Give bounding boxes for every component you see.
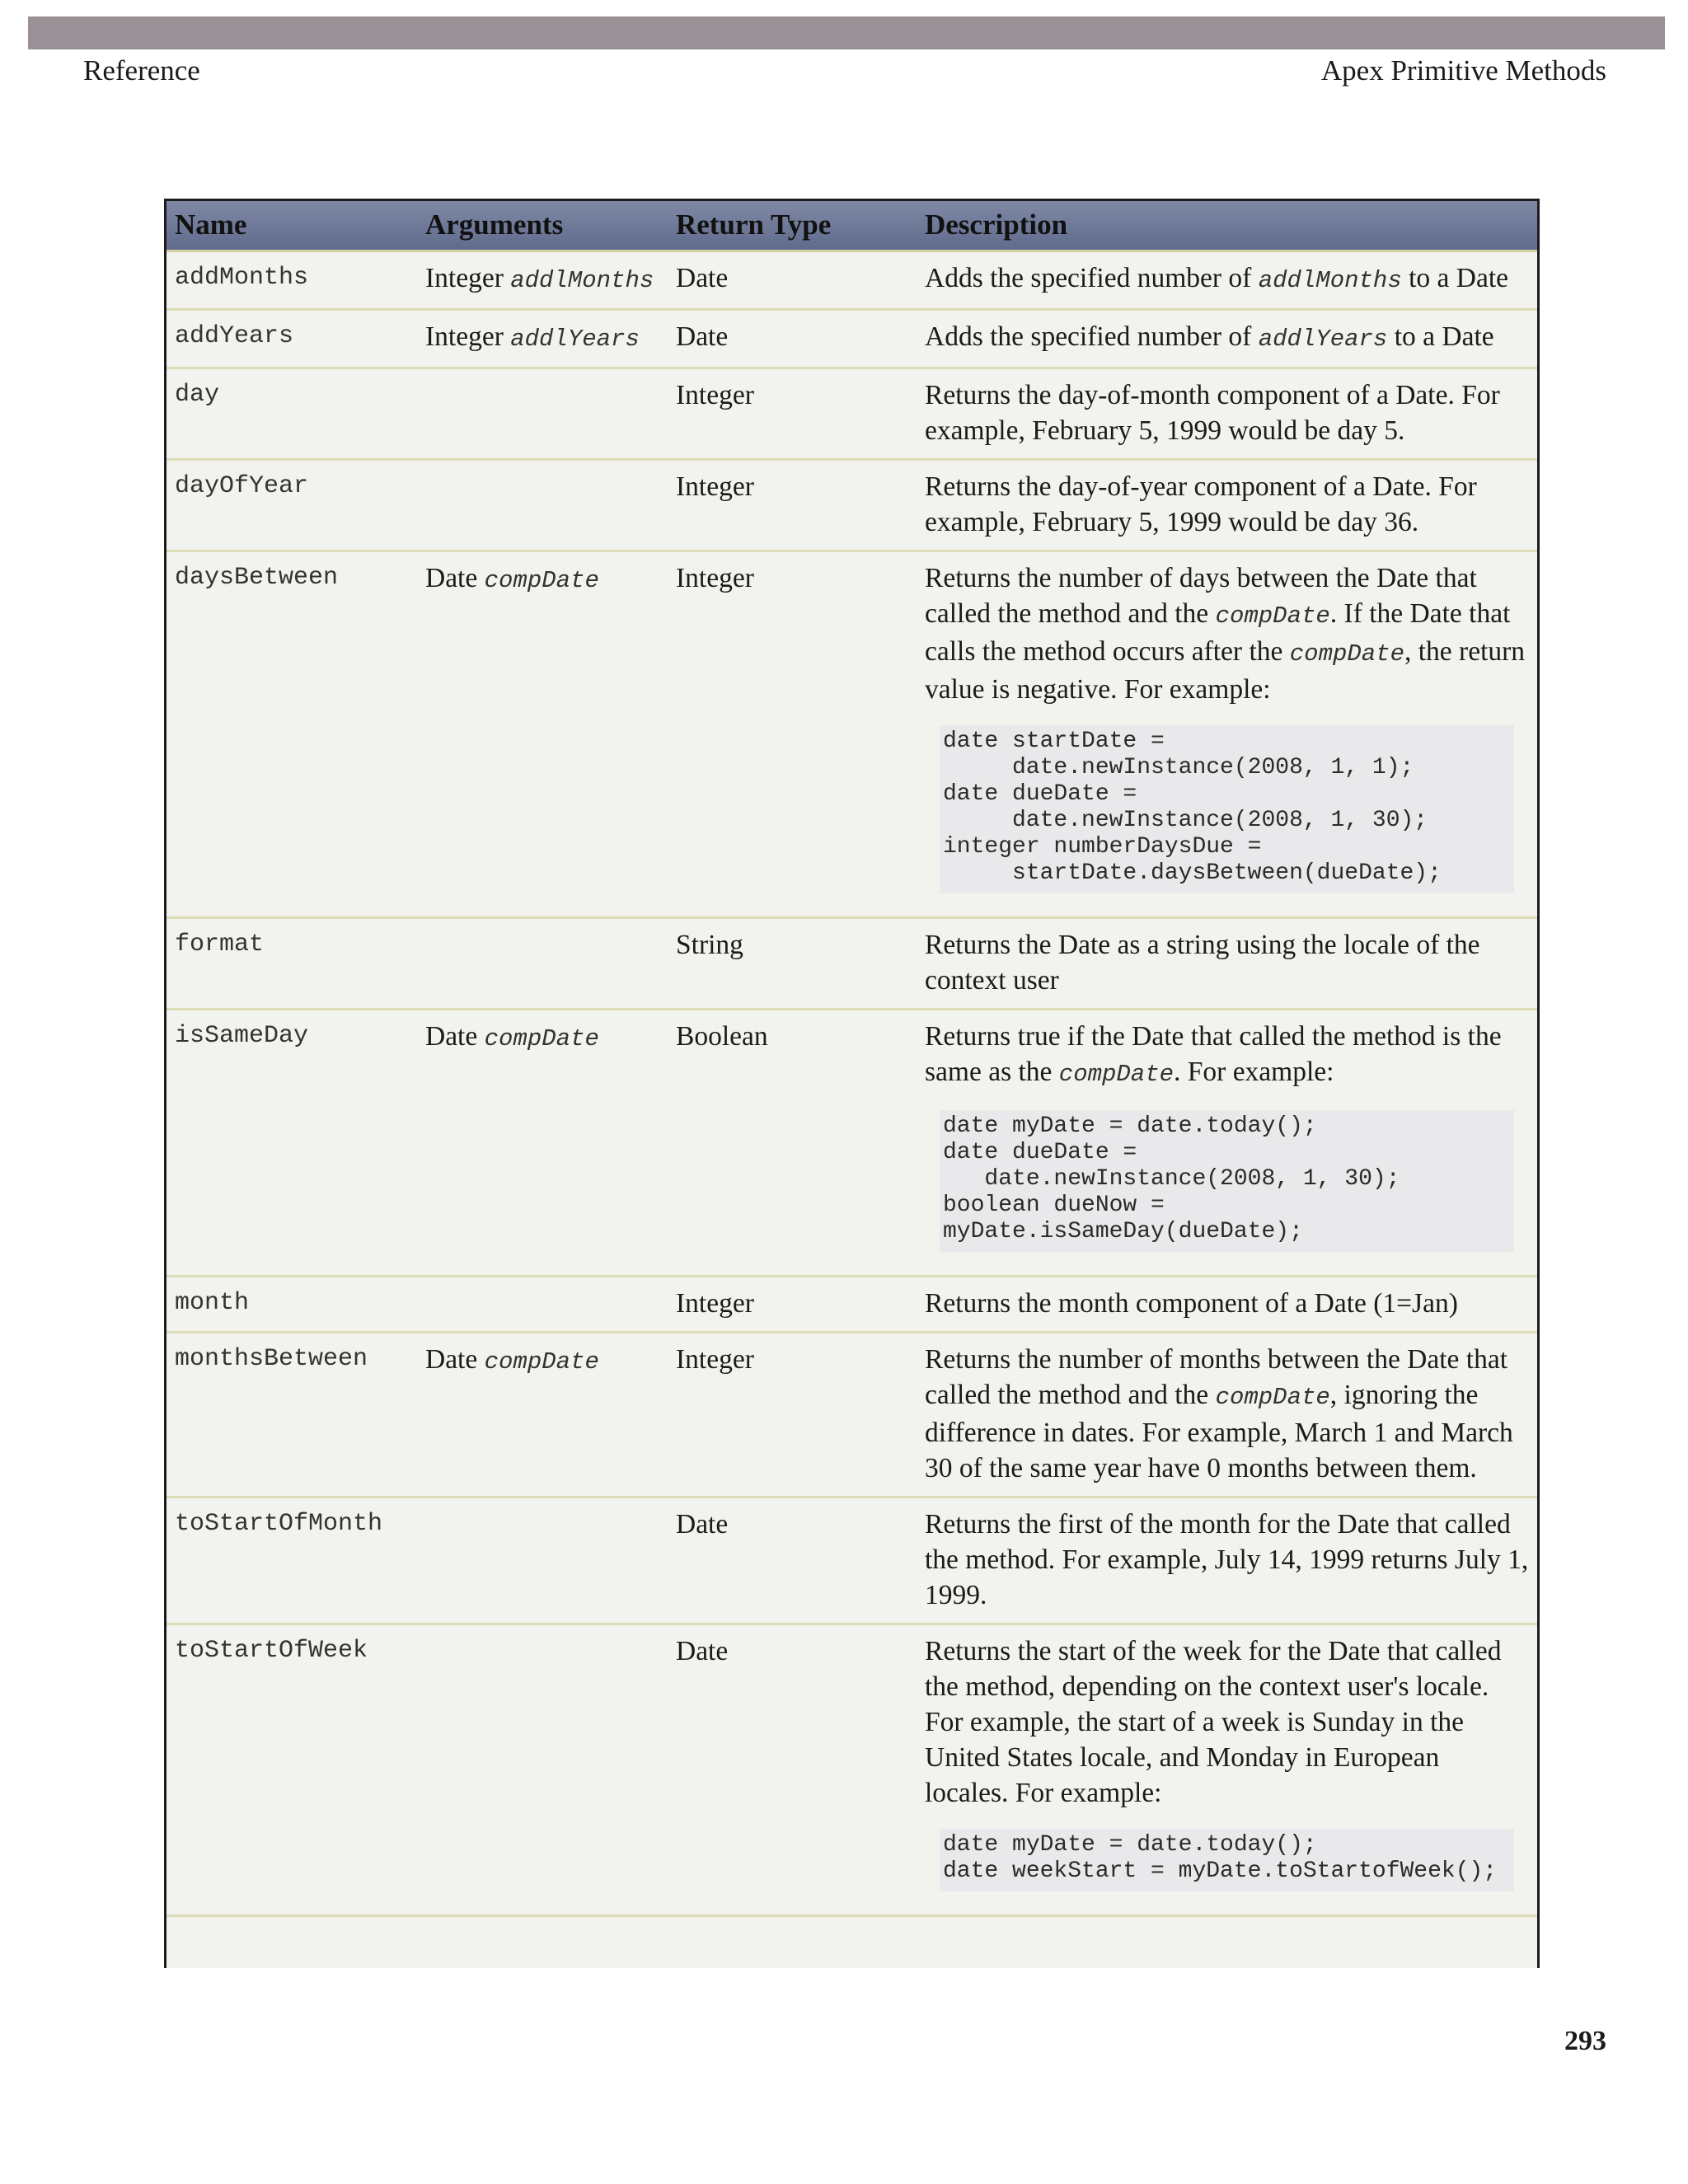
description-fragment: Returns the day-of-year component of a Date. For example, February 5, 1999 would be day 36. [925,471,1477,537]
return-type: Integer [668,1276,917,1332]
method-description [917,251,1537,309]
method-arguments [417,1009,668,1276]
return-type: Date [668,1497,917,1624]
running-header-right: Apex Primitive Methods [1320,54,1606,87]
description-text [925,560,1529,707]
description-fragment: to a Date [1387,321,1494,352]
page-number: 293 [1564,2026,1606,2056]
return-type: Integer [668,459,917,551]
table-row [166,917,1537,1009]
description-fragment: Returns the number of days between the Date that called the method and the [925,562,1477,629]
method-description [917,917,1537,1009]
argument-type: Integer [425,262,504,293]
method-name: format [166,917,417,1009]
return-type: Integer [668,1332,917,1497]
method-description [917,1332,1537,1497]
argument-type: Date [425,1343,478,1375]
method-arguments [417,368,668,459]
return-type: Date [668,251,917,309]
description-text [925,1633,1529,1811]
description-text [925,377,1529,448]
inline-code: compDate [1058,1060,1175,1088]
argument-name: compDate [484,1024,599,1052]
return-type: Date [668,309,917,368]
inline-code: compDate [1289,640,1404,668]
method-arguments [417,551,668,917]
table-row [166,309,1537,368]
table-row [166,1497,1537,1624]
return-type: Boolean [668,1009,917,1276]
method-description [917,551,1537,917]
description-text [925,469,1529,540]
method-description [917,1497,1537,1624]
header-name: Name [166,201,417,251]
inline-code: addlYears [1258,325,1388,353]
method-arguments [417,459,668,551]
description-fragment: , the return value is negative. For example: [925,635,1526,705]
running-header-left: Reference [83,54,200,87]
description-text [925,1342,1529,1486]
description-text [925,1019,1529,1092]
table-row [166,1276,1537,1332]
table-row [166,251,1537,309]
method-name: daysBetween [166,551,417,917]
inline-code: compDate [1215,1383,1330,1411]
return-type: String [668,917,917,1009]
description-fragment: . If the Date that calls the method occurs after the [925,598,1511,667]
description-text [925,1507,1529,1613]
description-text [925,1286,1529,1321]
header-bar [28,16,1665,49]
table-row [166,1009,1537,1276]
table-row [166,459,1537,551]
method-name: toStartOfWeek [166,1624,417,1915]
inline-code: compDate [1215,602,1330,630]
method-name: monthsBetween [166,1332,417,1497]
header-return-type: Return Type [668,201,917,251]
method-arguments [417,251,668,309]
description-fragment: Returns the number of months between the Date that called the method and the [925,1343,1508,1410]
method-name: isSameDay [166,1009,417,1276]
method-description [917,459,1537,551]
table-row [166,368,1537,459]
method-description [917,1276,1537,1332]
header-arguments: Arguments [417,201,668,251]
description-text [925,260,1529,298]
description-text [925,319,1529,357]
inline-code: addlMonths [1258,266,1402,294]
table-row [166,1332,1537,1497]
methods-table-container [164,199,1540,1968]
argument-type: Integer [425,321,504,352]
method-description [917,1624,1537,1915]
table-row [166,1624,1537,1915]
argument-type: Date [425,562,478,593]
method-name: toStartOfMonth [166,1497,417,1624]
description-fragment: Returns the start of the week for the Date that called the method, depending on the context user's locale. For example, the start of a week is Sunday in the United States locale, and Monday in European locales. For example: [925,1635,1502,1808]
description-fragment: , ignoring the difference in dates. For example, March 1 and March 30 of the same year have 0 months between them. [925,1379,1513,1483]
method-arguments [417,1624,668,1915]
argument-name: addlMonths [510,266,654,294]
return-type: Integer [668,551,917,917]
method-description [917,1009,1537,1276]
code-example: date startDate = date.newInstance(2008, 1, 1); date dueDate = date.newInstance(2008, 1, 30); integer numberDaysDue = startDate.daysBetween(dueDate); [940,725,1514,893]
description-text [925,927,1529,998]
description-fragment: Adds the specified number of [925,262,1259,293]
description-fragment: Returns the first of the month for the Date that called the method. For example, July 14, 1999 returns July 1, 1999. [925,1508,1529,1610]
method-name: month [166,1276,417,1332]
method-name: addMonths [166,251,417,309]
description-fragment: Returns the month component of a Date (1=Jan) [925,1287,1458,1319]
method-description [917,368,1537,459]
code-example: date myDate = date.today(); date weekStart = myDate.toStartofWeek(); [940,1829,1514,1891]
table-row [166,551,1537,917]
method-arguments [417,1276,668,1332]
method-arguments [417,1497,668,1624]
description-fragment: to a Date [1401,262,1509,293]
methods-table [166,201,1537,1917]
method-name: addYears [166,309,417,368]
description-fragment: . For example: [1174,1056,1334,1087]
method-description [917,309,1537,368]
argument-name: compDate [484,566,599,594]
description-fragment: Returns the day-of-month component of a Date. For example, February 5, 1999 would be day 5. [925,379,1500,446]
header-description: Description [917,201,1537,251]
description-fragment: Returns true if the Date that called the method is the same as the [925,1020,1502,1087]
return-type: Date [668,1624,917,1915]
table-header-row [166,201,1537,251]
description-fragment: Adds the specified number of [925,321,1259,352]
method-arguments [417,1332,668,1497]
argument-name: addlYears [510,325,640,353]
method-name: day [166,368,417,459]
description-fragment: Returns the Date as a string using the locale of the context user [925,929,1480,996]
return-type: Integer [668,368,917,459]
method-name: dayOfYear [166,459,417,551]
argument-type: Date [425,1020,478,1052]
method-arguments [417,917,668,1009]
code-example: date myDate = date.today(); date dueDate = date.newInstance(2008, 1, 30); boolean dueNow = myDate.isSameDay(dueDate); [940,1110,1514,1252]
argument-name: compDate [484,1347,599,1376]
method-arguments [417,309,668,368]
